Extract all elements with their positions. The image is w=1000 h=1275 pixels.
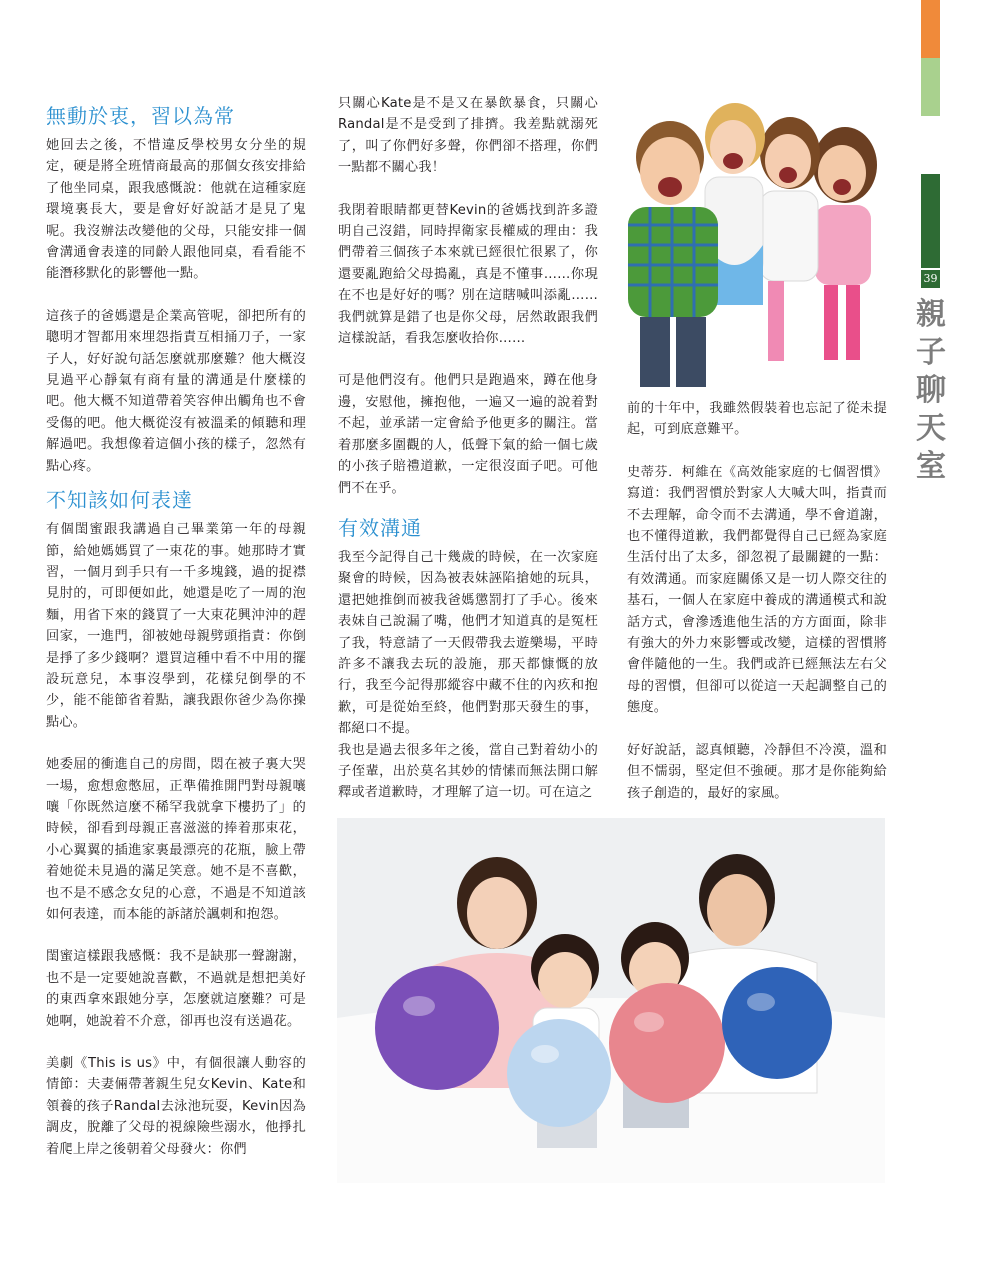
paragraph: 閨蜜這樣跟我感慨：我不是缺那一聲謝謝，也不是一定要她說喜歡，不過就是想把美好的東西拿來跟她分享，怎麼就這麼難？可是她啊，她說着不介意，卻再也沒有送過花。 bbox=[46, 949, 306, 1029]
article-column-1 bbox=[46, 103, 306, 1160]
column-title-char: 子 bbox=[916, 335, 946, 370]
balloon-pink bbox=[609, 983, 725, 1103]
article-column-2 bbox=[338, 93, 598, 804]
paragraph: 她回去之後，不惜違反學校男女分坐的規定，硬是將全班情商最高的那個女孩安排給了他坐同桌，跟我感慨說：他就在這種家庭環境裏長大，要是會好好說話才是見了鬼呢。我沒辦法改變他的父母，只能安排一個會溝通會表達的同齡人跟他同桌，看看能不能潛移默化的影響他一點。 bbox=[46, 138, 306, 282]
column-title-char: 室 bbox=[916, 449, 946, 484]
column-title-char: 聊 bbox=[916, 373, 946, 408]
section-heading: 有效溝通 bbox=[338, 515, 422, 540]
paragraph: 美劇《This is us》中，有個很讓人動容的情節：夫妻倆帶著親生兒女Kevin、Kate和領養的孩子Randal去泳池玩耍，Kevin因為調皮，脫離了父母的視線險些溺水，他掙扎着爬上岸之後朝着父母發火：你們 bbox=[46, 1056, 306, 1157]
sidebar-color-bar-white bbox=[921, 116, 940, 174]
column-title-char: 天 bbox=[916, 411, 946, 446]
paragraph: 我閉着眼睛都更替Kevin的爸媽找到許多證明自己沒錯，同時捍衛家長權威的理由：我們帶着三個孩子本來就已經很忙很累了，你還要亂跑給父母搗亂，真是不懂事……你現在不也是好好的嗎？別在這瞎喊叫添亂……我們就算是錯了也是你父母，居然敢跟我們這樣說話，看我怎麼收拾你…… bbox=[338, 202, 598, 347]
paragraph: 好好說話，認真傾聽，冷靜但不冷漠，溫和但不懦弱，堅定但不強硬。那才是你能夠給孩子創造的，最好的家風。 bbox=[627, 742, 887, 801]
balloon-light-blue bbox=[507, 1019, 611, 1127]
column-title bbox=[914, 296, 948, 486]
four-laughing-children-icon bbox=[610, 95, 895, 395]
paragraph: 我也是過去很多年之後，當自己對着幼小的子侄輩，出於莫名其妙的情愫而無法開口解釋或者道歉時，才理解了這一切。可在這之 bbox=[338, 742, 598, 801]
sidebar-color-bar-dark-green bbox=[921, 174, 940, 268]
paragraph: 可是他們沒有。他們只是跑過來，蹲在他身邊，安慰他，擁抱他，一遍又一遍的說着對不起，並承諾一定會給予他更多的關注。當着那麼多圍觀的人，低聲下氣的給一個七歲的小孩子賠禮道歉，一定很沒面子吧。可他們不在乎。 bbox=[338, 373, 598, 496]
paragraph: 只關心Kate是不是又在暴飲暴食，只關心Randal是不是受到了排擠。我差點就溺死了，叫了你們好多聲，你們卻不搭理，你們一點都不關心我！ bbox=[338, 96, 598, 176]
column-title-char: 親 bbox=[916, 297, 946, 332]
article-column-3 bbox=[627, 398, 887, 804]
paragraph: 我至今記得自己十幾歲的時候，在一次家庭聚會的時候，因為被表妹誣陷搶她的玩具，還把她推倒而被我爸媽懲罰打了手心。後來表妹自己說漏了嘴，他們才知道真的是冤枉了我，特意請了一天假帶我去遊樂場，平時許多不讓我去玩的設施，那天都慷慨的放行，我至今記得那縱容中藏不住的內疚和抱歉，可是從始至終，他們對那天發生的事，都絕口不提。 bbox=[338, 549, 598, 737]
section-heading: 不知該如何表達 bbox=[46, 488, 193, 513]
balloon-blue bbox=[722, 967, 832, 1079]
sidebar-color-bar-orange bbox=[921, 0, 940, 58]
paragraph: 前的十年中，我雖然假裝着也忘記了從未提起，可到底意難平。 bbox=[627, 401, 887, 438]
section-heading: 無動於衷，習以為常 bbox=[46, 104, 235, 128]
paragraph: 史蒂芬．柯維在《高效能家庭的七個習慣》寫道：我們習慣於對家人大喊大叫，指責而不去理解，命令而不去溝通，學不會道謝，也不懂得道歉，我們都覺得自己已經為家庭生活付出了太多，卻忽視了最關鍵的一點：有效溝通。而家庭關係又是一切人際交往的基石，一個人在家庭中養成的溝通模式和說話方式，會滲透進他生活的方方面面，除非有強大的外力來影響或改變，這樣的習慣將會伴隨他的一生。我們或許已經無法左右父母的習慣，但卻可以從這一天起調整自己的態度。 bbox=[627, 464, 887, 716]
sidebar-color-bar-light-green bbox=[921, 58, 940, 116]
paragraph: 有個閨蜜跟我講過自己畢業第一年的母親節，給她媽媽買了一束花的事。她那時才實習，一個月到手只有一千多塊錢，過的捉襟見肘的，可即便如此，她還是吃了一周的泡麵，用省下來的錢買了一大束花興沖沖的趕回家，一進門，卻被她母親劈頭指責：你倒是掙了多少錢啊？還買這種中看不中用的擺設玩意兒，本事沒學到，花樣兒倒學的不少，能不能節省着點，讓我跟你爸少為你操點心。 bbox=[46, 522, 306, 730]
paragraph: 她委屈的衝進自己的房間，悶在被子裏大哭一場，愈想愈憋屈，正準備推開門對母親嚷嚷「你既然這麼不稀罕我就拿下樓扔了」的時候，卻看到母親正喜滋滋的捧着那束花，小心翼翼的插進家裏最漂亮的花瓶，臉上帶着她從未見過的滿足笑意。她不是不喜歡，也不是不感念女兒的心意，不過是不知道該如何表達，而本能的訴諸於諷刺和抱怨。 bbox=[46, 757, 306, 922]
page-number: 39 bbox=[921, 270, 940, 288]
balloon-purple bbox=[375, 966, 499, 1090]
paragraph: 這孩子的爸媽還是企業高管呢，卻把所有的聰明才智都用來埋怨指責互相捅刀子，一家子人，好好說句話怎麼就那麼難？他大概沒見過平心靜氣有商有量的溝通是什麼樣的吧。他大概不知道帶着笑容伸出觸角也不會受傷的吧。他大概從沒有被溫柔的傾聽和理解過吧。我想像着這個小孩的樣子，忽然有點心疼。 bbox=[46, 308, 306, 474]
family-with-balloons-icon bbox=[337, 818, 885, 1183]
